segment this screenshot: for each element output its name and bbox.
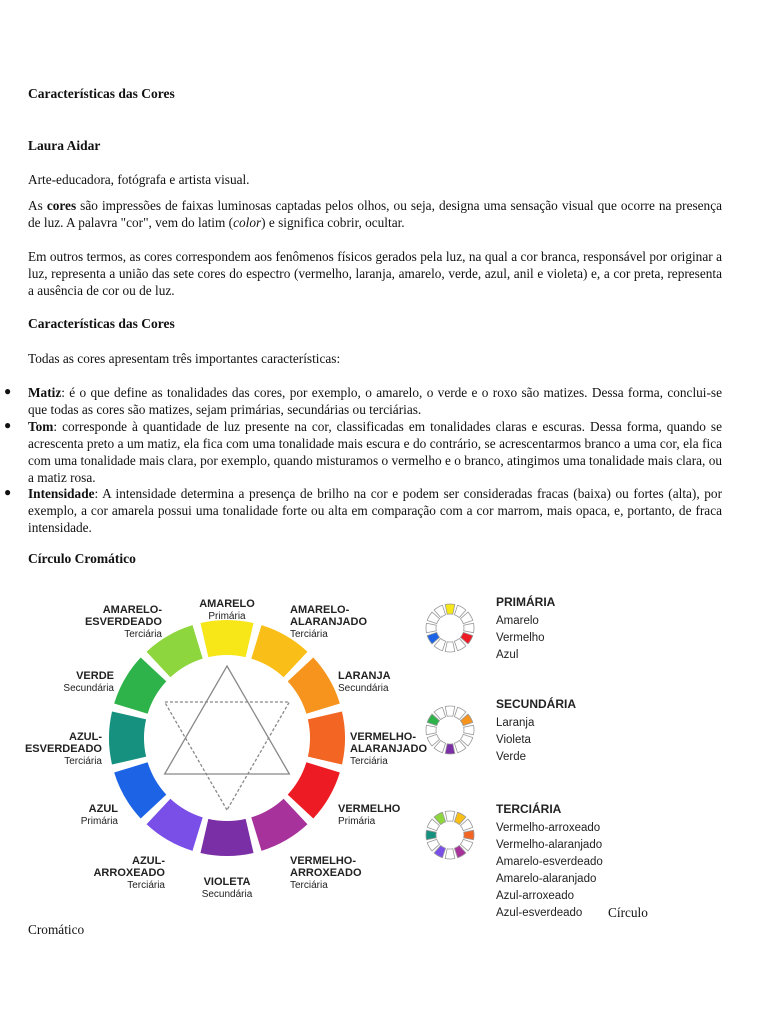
wheel-segment <box>114 762 166 818</box>
star-triangle-dashed <box>165 702 290 810</box>
wheel-label <box>290 855 362 891</box>
wheel-label <box>338 670 391 694</box>
wheel-label-name: VERDE <box>76 670 114 682</box>
wheel-label-type: Terciária <box>64 756 102 767</box>
group-item: Amarelo <box>496 615 539 627</box>
wheel-label-type: Terciária <box>350 756 388 767</box>
wheel-label <box>81 803 119 827</box>
group-title: SECUNDÁRIA <box>496 697 577 711</box>
group-item: Amarelo-esverdeado <box>496 856 603 868</box>
wheel-segment <box>308 711 345 764</box>
color-groups <box>426 594 603 919</box>
wheel-label-type: Secundária <box>338 683 389 694</box>
group-item: Azul-esverdeado <box>496 907 583 919</box>
wheel-label-type: Terciária <box>124 629 162 640</box>
caption-part2: Cromático <box>28 922 85 937</box>
star-triangle <box>165 666 290 774</box>
wheel-label <box>199 598 255 622</box>
group-wheel <box>426 696 576 763</box>
group-wheel <box>426 801 603 919</box>
author-name: Laura Aidar <box>28 138 101 153</box>
wheel-segment <box>200 620 253 657</box>
wheel-label <box>350 731 427 767</box>
paragraph-intro: As cores são impressões de faixas luminosas captadas pelos olhos, ou seja, designa uma sensação visual que ocorre na presença de luz. A palavra "cor", vem do latim (color) e significa cobrir, ocultar. <box>28 198 722 230</box>
bullet-dot: ● <box>4 485 12 499</box>
wheel-label-name: ALARANJADO <box>350 743 427 755</box>
wheel-label-name: VERMELHO- <box>290 855 356 867</box>
wheel-label <box>290 604 367 640</box>
page-title: Características das Cores <box>28 86 175 101</box>
caption-part1: Círculo <box>608 905 648 920</box>
wheel-segment <box>109 711 146 764</box>
wheel-label-type: Primária <box>80 816 118 827</box>
group-item: Violeta <box>496 734 531 746</box>
wheel-label-name: ESVERDEADO <box>24 743 102 755</box>
group-item: Azul-arroxeado <box>496 890 574 902</box>
wheel-label <box>93 855 165 891</box>
wheel-label-name: AZUL- <box>69 731 102 743</box>
group-item: Laranja <box>496 717 535 729</box>
group-title: TERCIÁRIA <box>496 802 562 816</box>
group-wheel-segment <box>445 849 455 859</box>
group-wheel-segment <box>445 744 455 754</box>
wheel-segment <box>288 762 340 818</box>
group-wheel-segment <box>426 623 436 633</box>
wheel-label-name: ARROXEADO <box>290 867 362 879</box>
wheel-segment <box>147 799 203 851</box>
wheel-label-name: ARROXEADO <box>93 867 165 879</box>
list-item-tom: Tom: corresponde à quantidade de luz presente na cor, classificadas em tonalidades claras e escuras. Dessa forma, quando se acrescenta preto a um matiz, ela fica com uma tonalidade mais escura e do contrário, se acrescentarmos branco a uma cor, ela fica com uma tonalidade mais clara, por exemplo, quando misturamos o vermelho e o branco, atingimos uma tonalidade mais clara, ou a matiz rosa. <box>28 419 722 485</box>
list-item-matiz: Matiz: é o que define as tonalidades das cores, por exemplo, o amarelo, o verde e o roxo são matizes. Dessa forma, conclui-se que todas as cores são matizes, sejam primárias, secundárias ou terciárias. <box>28 385 722 417</box>
wheel-label-type: Primária <box>338 816 376 827</box>
group-item: Vermelho <box>496 632 545 644</box>
group-wheel-segment <box>445 604 455 614</box>
wheel-label <box>85 604 162 640</box>
paragraph-spectrum: Em outros termos, as cores correspondem aos fenômenos físicos gerados pela luz, na qual a cor branca, responsável por originar a luz, representa a união das sete cores do espectro (vermelho, laranja, amarelo, verde, azul, anil e violeta) e, a cor preta, representa a ausência de cor ou de luz. <box>28 249 722 298</box>
group-wheel-segment <box>464 725 474 735</box>
wheel-label-name: AMARELO <box>199 598 255 610</box>
bullet-dot: ● <box>4 384 12 398</box>
wheel-label-name: LARANJA <box>338 670 391 682</box>
wheel-label-type: Terciária <box>127 880 165 891</box>
wheel-segment <box>288 658 340 714</box>
author-bio: Arte-educadora, fotógrafa e artista visual. <box>28 172 250 187</box>
wheel-segment <box>114 658 166 714</box>
group-wheel-segment <box>445 642 455 652</box>
group-item: Amarelo-alaranjado <box>496 873 597 885</box>
section-heading-circle: Círculo Cromático <box>28 551 136 566</box>
wheel-label-type: Terciária <box>290 880 328 891</box>
characteristics-intro: Todas as cores apresentam três importantes características: <box>28 351 341 366</box>
wheel-segment <box>200 819 253 856</box>
wheel-label-name: ALARANJADO <box>290 616 367 628</box>
group-item: Verde <box>496 751 527 763</box>
wheel-label-name: AMARELO- <box>290 604 350 616</box>
group-wheel-segment <box>464 623 474 633</box>
group-wheel-segment <box>426 725 436 735</box>
wheel-label-type: Primária <box>208 611 246 622</box>
wheel-label-name: VIOLETA <box>203 876 251 888</box>
bullet-dot: ● <box>4 418 12 432</box>
color-wheel <box>109 620 345 856</box>
wheel-label <box>338 803 401 827</box>
wheel-label-type: Secundária <box>63 683 114 694</box>
group-wheel-segment <box>426 830 436 840</box>
wheel-label-name: AMARELO- <box>102 604 162 616</box>
wheel-label <box>202 876 253 900</box>
group-item: Vermelho-alaranjado <box>496 839 603 851</box>
group-wheel-segment <box>445 811 455 821</box>
list-item-intensidade: Intensidade: A intensidade determina a presença de brilho na cor e podem ser consideradas fracas (baixa) ou fortes (alta), por exemplo, a cor amarela possui uma tonalidade forte ou alta em comparação com a cor marrom, mais opaca, e, portanto, de fraca intensidade. <box>28 486 722 535</box>
wheel-label-name: VERMELHO- <box>350 731 416 743</box>
wheel-label-type: Secundária <box>201 889 253 900</box>
wheel-label-name: ESVERDEADO <box>84 616 162 628</box>
wheel-label <box>25 731 102 767</box>
wheel-label-name: AZUL- <box>132 855 165 867</box>
group-item: Azul <box>496 649 519 661</box>
wheel-label <box>63 670 114 694</box>
wheel-label-name: VERMELHO <box>338 803 401 815</box>
group-item: Vermelho-arroxeado <box>496 822 601 834</box>
section-heading: Características das Cores <box>28 316 175 331</box>
wheel-segment <box>251 799 307 851</box>
group-wheel-segment <box>445 706 455 716</box>
group-wheel-segment <box>464 830 474 840</box>
wheel-label-type: Terciária <box>290 629 328 640</box>
group-wheel <box>426 594 556 661</box>
wheel-label-name: AZUL <box>88 803 118 815</box>
group-title: PRIMÁRIA <box>496 595 556 609</box>
